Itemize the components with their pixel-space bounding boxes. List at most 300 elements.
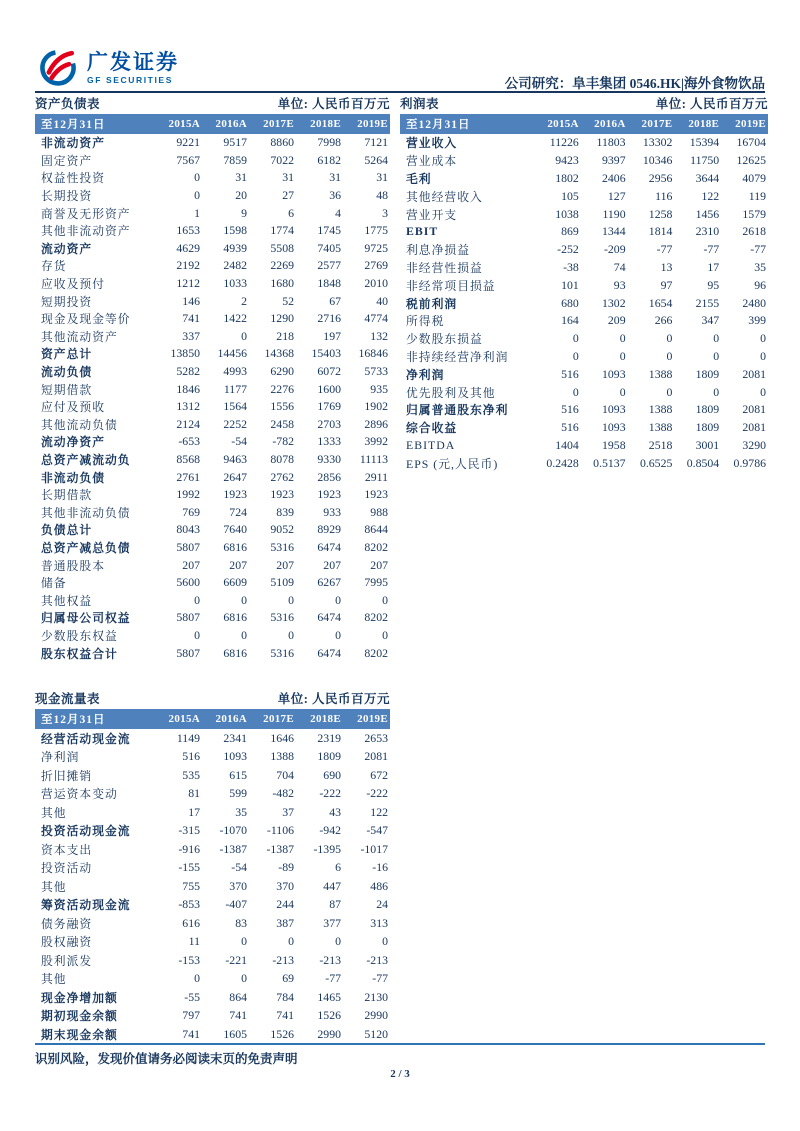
- value-cell: 1093: [602, 402, 626, 417]
- table-row: [400, 401, 768, 419]
- value-cell: 1033: [223, 276, 247, 291]
- value-cell: 0: [619, 331, 626, 346]
- value-cell: 3992: [364, 434, 388, 449]
- value-cell: 207: [370, 557, 388, 572]
- table-row: [35, 310, 390, 328]
- table-row: [400, 276, 768, 294]
- value-cell: 7022: [270, 152, 294, 167]
- value-cell: -1395: [313, 841, 341, 856]
- value-cell: 486: [370, 878, 388, 893]
- value-cell: 13850: [170, 346, 200, 361]
- row-label: 其他: [41, 879, 67, 894]
- value-cell: 5282: [176, 364, 200, 379]
- value-cell: -482: [272, 786, 294, 801]
- value-cell: 1093: [223, 749, 247, 764]
- row-label: 优先股利及其他: [406, 385, 496, 400]
- value-cell: 1923: [270, 487, 294, 502]
- header-divider: [35, 91, 765, 93]
- value-cell: 10346: [642, 153, 673, 168]
- row-label: 流动资产: [41, 241, 93, 256]
- table-row: [35, 627, 390, 645]
- value-cell: 1344: [602, 224, 626, 239]
- value-cell: 347: [701, 313, 720, 328]
- value-cell: 1190: [602, 206, 626, 221]
- value-cell: 6182: [317, 152, 341, 167]
- value-cell: 935: [370, 381, 388, 396]
- value-cell: -54: [231, 434, 247, 449]
- table-row: [35, 433, 390, 451]
- row-label: 非经常项目损益: [406, 278, 496, 293]
- value-cell: 5807: [176, 610, 200, 625]
- value-cell: 2647: [223, 469, 247, 484]
- value-cell: 2990: [364, 1008, 388, 1023]
- value-cell: 2269: [270, 258, 294, 273]
- value-cell: 0.5137: [593, 455, 626, 470]
- value-cell: 0: [194, 627, 200, 642]
- value-cell: 244: [276, 897, 294, 912]
- value-cell: 93: [613, 277, 626, 292]
- year-column-header: 2016A: [202, 709, 249, 729]
- value-cell: 105: [561, 188, 579, 203]
- year-column-header: 2015A: [155, 709, 202, 729]
- value-cell: 27: [282, 188, 294, 203]
- value-cell: 20: [235, 188, 247, 203]
- value-cell: 9725: [364, 240, 388, 255]
- value-cell: 2081: [742, 366, 766, 381]
- value-cell: 83: [235, 915, 247, 930]
- table-row: [400, 170, 768, 188]
- value-cell: 6474: [317, 645, 341, 660]
- value-cell: 1923: [317, 487, 341, 502]
- value-cell: 1579: [742, 206, 766, 221]
- value-cell: 5316: [270, 645, 294, 660]
- row-label: 少数股东损益: [406, 332, 483, 347]
- value-cell: 1923: [223, 487, 247, 502]
- value-cell: 7405: [317, 240, 341, 255]
- value-cell: 8860: [270, 135, 294, 150]
- row-label: 其他流动资产: [41, 329, 118, 344]
- value-cell: 13302: [642, 135, 673, 150]
- table-row: [35, 451, 390, 469]
- value-cell: 31: [329, 170, 341, 185]
- table-row: [35, 275, 390, 293]
- value-cell: 0: [713, 348, 720, 363]
- table-row: [35, 877, 390, 896]
- value-cell: 0: [288, 592, 294, 607]
- table-row: [35, 328, 390, 346]
- value-cell: 17: [188, 804, 200, 819]
- value-cell: 1465: [317, 989, 341, 1004]
- row-label: 存货: [41, 259, 67, 274]
- value-cell: 1646: [270, 730, 294, 745]
- table-row: [35, 729, 390, 748]
- row-label: 固定资产: [41, 153, 93, 168]
- row-label: 流动净资产: [41, 435, 105, 450]
- value-cell: 2458: [270, 416, 294, 431]
- value-cell: 599: [229, 786, 247, 801]
- row-label: 商誉及无形资产: [41, 206, 131, 221]
- value-cell: 2010: [364, 276, 388, 291]
- table-row: [35, 591, 390, 609]
- value-cell: 377: [323, 915, 341, 930]
- value-cell: 2716: [317, 311, 341, 326]
- row-label: 净利润: [406, 367, 445, 382]
- year-column-header: 2015A: [155, 114, 202, 134]
- value-cell: 5600: [176, 575, 200, 590]
- value-cell: 741: [182, 1026, 200, 1041]
- value-cell: 0: [194, 971, 200, 986]
- value-cell: -77: [750, 242, 766, 257]
- value-cell: 8202: [364, 610, 388, 625]
- value-cell: 5120: [364, 1026, 388, 1041]
- table-row: [35, 609, 390, 627]
- value-cell: 0: [382, 592, 388, 607]
- footer-divider: [35, 1043, 765, 1045]
- value-cell: 11: [188, 934, 200, 949]
- table-row: [35, 380, 390, 398]
- row-label: 税前利润: [406, 296, 458, 311]
- value-cell: 1404: [555, 437, 579, 452]
- value-cell: -653: [178, 434, 200, 449]
- value-cell: 370: [229, 878, 247, 893]
- value-cell: 17: [707, 259, 720, 274]
- value-cell: 4993: [223, 364, 247, 379]
- value-cell: 7567: [176, 152, 200, 167]
- value-cell: 9423: [555, 153, 579, 168]
- value-cell: 2703: [317, 416, 341, 431]
- value-cell: 6: [288, 205, 294, 220]
- value-cell: 116: [655, 188, 673, 203]
- row-label: 长期投资: [41, 189, 93, 204]
- value-cell: 2769: [364, 258, 388, 273]
- year-column-header: 2017E: [249, 709, 296, 729]
- value-cell: -155: [178, 860, 200, 875]
- value-cell: 8929: [317, 522, 341, 537]
- value-cell: 3290: [742, 437, 766, 452]
- value-cell: 35: [754, 259, 766, 274]
- table-row: [400, 365, 768, 383]
- value-cell: 8078: [270, 451, 294, 466]
- value-cell: 122: [370, 804, 388, 819]
- value-cell: 8202: [364, 539, 388, 554]
- value-cell: 2911: [364, 469, 388, 484]
- value-cell: 6474: [317, 539, 341, 554]
- row-label: EBIT: [406, 224, 439, 239]
- row-label: 其他流动负债: [41, 417, 118, 432]
- year-column-header: 2016A: [202, 114, 249, 134]
- row-label: 长期借款: [41, 488, 93, 503]
- row-label: 营业收入: [406, 136, 458, 151]
- value-cell: 0: [335, 592, 341, 607]
- value-cell: 69: [282, 971, 294, 986]
- cash-flow-unit: 单位: 人民币百万元: [277, 692, 390, 706]
- row-label: EBITDA: [406, 437, 456, 452]
- value-cell: 9517: [223, 135, 247, 150]
- table-row: [35, 859, 390, 878]
- value-cell: 31: [282, 170, 294, 185]
- value-cell: -213: [319, 952, 341, 967]
- value-cell: 1605: [223, 1026, 247, 1041]
- value-cell: 0: [241, 971, 247, 986]
- row-label: 其他非流动资产: [41, 224, 131, 239]
- row-label: 营业开支: [406, 207, 458, 222]
- value-cell: 2341: [223, 730, 247, 745]
- value-cell: 5316: [270, 610, 294, 625]
- table-row: [35, 257, 390, 275]
- value-cell: 36: [329, 188, 341, 203]
- value-cell: 67: [329, 293, 341, 308]
- value-cell: 207: [229, 557, 247, 572]
- value-cell: 864: [229, 989, 247, 1004]
- cash-flow-section: [35, 690, 390, 1044]
- value-cell: 2310: [695, 224, 720, 239]
- value-cell: -547: [366, 823, 388, 838]
- value-cell: 741: [276, 1008, 294, 1023]
- value-cell: 2081: [364, 749, 388, 764]
- value-cell: 24: [376, 897, 388, 912]
- value-cell: 988: [370, 504, 388, 519]
- value-cell: 6816: [223, 645, 247, 660]
- value-cell: -209: [603, 242, 626, 257]
- value-cell: 672: [370, 767, 388, 782]
- value-cell: -222: [366, 786, 388, 801]
- value-cell: 704: [276, 767, 294, 782]
- value-cell: 11750: [690, 153, 720, 168]
- value-cell: 1775: [364, 223, 388, 238]
- row-label: 期初现金余额: [41, 1009, 118, 1024]
- value-cell: 680: [561, 295, 579, 310]
- value-cell: 0: [194, 188, 200, 203]
- value-cell: -77: [656, 242, 673, 257]
- value-cell: 14456: [217, 346, 247, 361]
- gf-logo-icon: [36, 44, 80, 93]
- value-cell: 2155: [695, 295, 720, 310]
- value-cell: 1564: [223, 399, 247, 414]
- table-row: [35, 1007, 390, 1026]
- value-cell: 447: [323, 878, 341, 893]
- value-cell: 1388: [648, 366, 673, 381]
- value-cell: -16: [372, 860, 388, 875]
- value-cell: 95: [707, 277, 720, 292]
- value-cell: -54: [231, 860, 247, 875]
- value-cell: 2577: [317, 258, 341, 273]
- table-row: [400, 454, 768, 472]
- table-row: [35, 644, 390, 662]
- value-cell: -77: [372, 971, 388, 986]
- value-cell: 2480: [742, 295, 766, 310]
- value-cell: 2406: [602, 170, 626, 185]
- table-row: [400, 187, 768, 205]
- table-row: [35, 398, 390, 416]
- row-label: 净利润: [41, 750, 80, 765]
- row-label: 现金净增加额: [41, 990, 118, 1005]
- value-cell: -1387: [266, 841, 294, 856]
- value-cell: 337: [182, 328, 200, 343]
- value-cell: 399: [748, 313, 766, 328]
- value-cell: -89: [278, 860, 294, 875]
- value-cell: 12625: [736, 153, 766, 168]
- value-cell: 2192: [176, 258, 200, 273]
- value-cell: 0: [572, 384, 579, 399]
- value-cell: 313: [370, 915, 388, 930]
- value-cell: 3644: [695, 170, 720, 185]
- value-cell: 535: [182, 767, 200, 782]
- value-cell: 14368: [264, 346, 294, 361]
- value-cell: 81: [188, 786, 200, 801]
- row-label: 期末现金余额: [41, 1027, 118, 1042]
- table-row: [35, 169, 390, 187]
- value-cell: 52: [282, 293, 294, 308]
- value-cell: 769: [182, 504, 200, 519]
- year-column-header: 2015A: [534, 114, 581, 134]
- row-label: 资产总计: [41, 347, 93, 362]
- value-cell: 1388: [648, 420, 673, 435]
- table-row: [400, 259, 768, 277]
- value-cell: 0: [241, 627, 247, 642]
- value-cell: 0: [382, 934, 388, 949]
- value-cell: 0: [288, 627, 294, 642]
- value-cell: 0: [241, 934, 247, 949]
- value-cell: 15394: [689, 135, 720, 150]
- value-cell: 207: [182, 557, 200, 572]
- value-cell: 2124: [176, 416, 200, 431]
- value-cell: 11226: [549, 135, 579, 150]
- table-row: [35, 951, 390, 970]
- value-cell: 0: [572, 348, 579, 363]
- value-cell: 690: [323, 767, 341, 782]
- value-cell: 741: [182, 311, 200, 326]
- value-cell: -407: [225, 897, 247, 912]
- value-cell: 1992: [176, 487, 200, 502]
- value-cell: 1923: [364, 487, 388, 502]
- income-statement-section: [400, 95, 768, 472]
- table-row: [400, 205, 768, 223]
- table-row: [35, 345, 390, 363]
- value-cell: 13: [660, 259, 673, 274]
- value-cell: 516: [182, 749, 200, 764]
- value-cell: 0: [572, 331, 579, 346]
- value-cell: 370: [276, 878, 294, 893]
- row-label: EPS (元,人民币): [406, 456, 499, 471]
- table-row: [400, 294, 768, 312]
- value-cell: 0: [335, 934, 341, 949]
- table-row: [35, 933, 390, 952]
- value-cell: 146: [182, 293, 200, 308]
- table-row: [35, 134, 390, 152]
- value-cell: 1: [194, 205, 200, 220]
- table-row: [400, 134, 768, 152]
- value-cell: 839: [276, 504, 294, 519]
- value-cell: 101: [561, 277, 579, 292]
- value-cell: 6816: [223, 539, 247, 554]
- table-row: [400, 348, 768, 366]
- value-cell: 1258: [648, 206, 673, 221]
- value-cell: 0: [335, 627, 341, 642]
- value-cell: 2276: [270, 381, 294, 396]
- value-cell: 0: [760, 384, 766, 399]
- value-cell: 6474: [317, 610, 341, 625]
- value-cell: -1387: [219, 841, 247, 856]
- value-cell: 1809: [695, 420, 720, 435]
- value-cell: 1038: [555, 206, 579, 221]
- table-row: [35, 803, 390, 822]
- value-cell: 2856: [317, 469, 341, 484]
- row-label: 负债总计: [41, 523, 93, 538]
- value-cell: 6816: [223, 610, 247, 625]
- value-cell: -1070: [219, 823, 247, 838]
- value-cell: 755: [182, 878, 200, 893]
- row-label: 其他权益: [41, 593, 93, 608]
- value-cell: 1526: [317, 1008, 341, 1023]
- value-cell: 7859: [223, 152, 247, 167]
- table-row: [35, 240, 390, 258]
- value-cell: 616: [182, 915, 200, 930]
- value-cell: 2081: [742, 402, 766, 417]
- value-cell: 9221: [176, 135, 200, 150]
- row-label: 折旧摊销: [41, 768, 93, 783]
- value-cell: 1290: [270, 311, 294, 326]
- table-row: [400, 383, 768, 401]
- value-cell: 2130: [364, 989, 388, 1004]
- cash-flow-title: 现金流量表: [35, 692, 101, 706]
- value-cell: 741: [229, 1008, 247, 1023]
- value-cell: 6267: [317, 575, 341, 590]
- year-column-header: 2019E: [343, 709, 390, 729]
- row-label: 普通股股本: [41, 558, 105, 573]
- value-cell: 2081: [742, 420, 766, 435]
- value-cell: 1774: [270, 223, 294, 238]
- value-cell: 6: [335, 860, 341, 875]
- value-cell: 2956: [648, 170, 673, 185]
- value-cell: 0.9786: [733, 455, 766, 470]
- year-column-header: 2019E: [343, 114, 390, 134]
- year-column-header: 2016A: [581, 114, 628, 134]
- value-cell: 0: [288, 934, 294, 949]
- value-cell: 209: [607, 313, 626, 328]
- value-cell: 2896: [364, 416, 388, 431]
- table-row: [35, 222, 390, 240]
- value-cell: 8568: [176, 451, 200, 466]
- brand-subtitle: GF SECURITIES: [87, 75, 173, 86]
- value-cell: 1769: [317, 399, 341, 414]
- value-cell: 4939: [223, 240, 247, 255]
- row-label: 利息净损益: [406, 243, 470, 258]
- row-label: 营运资本变动: [41, 787, 118, 802]
- value-cell: 9330: [317, 451, 341, 466]
- value-cell: 9463: [223, 451, 247, 466]
- row-label: 应收及预付: [41, 277, 105, 292]
- value-cell: 35: [235, 804, 247, 819]
- value-cell: 48: [376, 188, 388, 203]
- value-cell: 164: [561, 313, 579, 328]
- table-row: [35, 1025, 390, 1044]
- row-label: 非持续经营净利润: [406, 349, 509, 364]
- value-cell: 15403: [311, 346, 341, 361]
- value-cell: -222: [319, 786, 341, 801]
- value-cell: 9: [241, 205, 247, 220]
- value-cell: 1333: [317, 434, 341, 449]
- value-cell: 5807: [176, 539, 200, 554]
- value-cell: -38: [563, 259, 579, 274]
- value-cell: 869: [561, 224, 579, 239]
- value-cell: 1809: [317, 749, 341, 764]
- row-label: 投资活动现金流: [41, 824, 131, 839]
- table-row: [35, 840, 390, 859]
- value-cell: 0: [241, 328, 247, 343]
- value-cell: 1902: [364, 399, 388, 414]
- value-cell: 16846: [358, 346, 388, 361]
- value-cell: 207: [276, 557, 294, 572]
